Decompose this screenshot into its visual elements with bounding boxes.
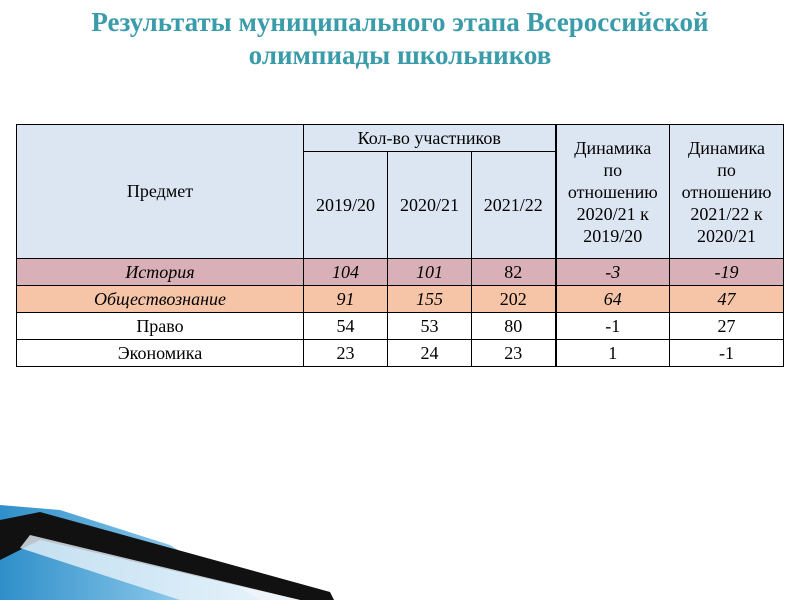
cell-2019-20: 54: [304, 313, 388, 340]
header-dynamics-1-line: 2020/21 к: [576, 203, 649, 224]
header-year-2020-21: 2020/21: [388, 152, 472, 259]
header-dynamics-1-line: по: [603, 159, 623, 180]
header-dynamics-2-line: по: [717, 159, 736, 180]
table-row-economics: [17, 340, 784, 367]
header-dynamics-1: [556, 125, 670, 259]
cell-2021-22: 202: [472, 286, 556, 313]
header-dynamics-2: [670, 125, 784, 259]
header-dynamics-1-line: отношению: [567, 181, 658, 202]
table-row-history: [17, 259, 784, 286]
cell-dynamics-2: 47: [670, 286, 784, 313]
header-year-2021-22: 2021/22: [472, 152, 556, 259]
cell-subject: Право: [17, 313, 304, 340]
header-dynamics-2-line: 2020/21: [697, 225, 757, 246]
cell-2020-21: 24: [388, 340, 472, 367]
header-dynamics-2-line: Динамика: [688, 137, 766, 158]
cell-dynamics-1: -1: [556, 313, 670, 340]
table-row-social-studies: [17, 286, 784, 313]
cell-2020-21: 53: [388, 313, 472, 340]
cell-2019-20: 104: [304, 259, 388, 286]
cell-dynamics-2: -1: [670, 340, 784, 367]
header-dynamics-1-line: Динамика: [574, 137, 652, 158]
results-table: [16, 124, 784, 367]
cell-2021-22: 23: [472, 340, 556, 367]
decorative-black-stripe: [0, 512, 334, 600]
cell-dynamics-2: -19: [670, 259, 784, 286]
cell-2021-22: 82: [472, 259, 556, 286]
header-dynamics-1-line: 2019/20: [583, 225, 643, 246]
cell-subject: Обществознание: [17, 286, 304, 313]
cell-2021-22: 80: [472, 313, 556, 340]
cell-2020-21: 101: [388, 259, 472, 286]
slide-title: [0, 6, 800, 72]
cell-dynamics-2: 27: [670, 313, 784, 340]
header-dynamics-2-line: 2021/22 к: [690, 203, 763, 224]
slide-title-line-2: олимпиады школьников: [248, 40, 552, 70]
cell-dynamics-1: -3: [556, 259, 670, 286]
cell-2020-21: 155: [388, 286, 472, 313]
decorative-blue-wave: [0, 505, 260, 600]
cell-2019-20: 91: [304, 286, 388, 313]
cell-subject: История: [17, 259, 304, 286]
header-participants: Кол-во участников: [304, 125, 556, 152]
cell-dynamics-1: 1: [556, 340, 670, 367]
header-dynamics-2-line: отношению: [681, 181, 772, 202]
table-row-law: [17, 313, 784, 340]
header-subject: Предмет: [17, 125, 304, 259]
header-year-2019-20: 2019/20: [304, 152, 388, 259]
cell-2019-20: 23: [304, 340, 388, 367]
slide-title-line-1: Результаты муниципального этапа Всероссийской: [91, 7, 709, 37]
cell-subject: Экономика: [17, 340, 304, 367]
cell-dynamics-1: 64: [556, 286, 670, 313]
decorative-light-band: [20, 535, 300, 600]
